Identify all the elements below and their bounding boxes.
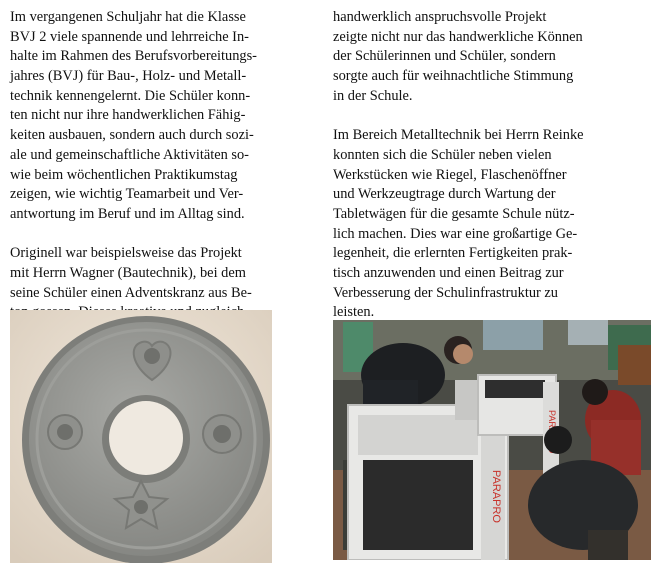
text-line: zeigen, wie wichtig Teamarbeit und Ver- <box>10 186 244 203</box>
text-line: sorgte auch für weihnachtliche Stimmung <box>333 68 574 85</box>
text-line: halte im Rahmen des Berufsvorbereitungs- <box>10 48 257 65</box>
text-line: der Schülerinnen und Schüler, sondern <box>333 48 556 65</box>
paragraph-metal-technology <box>333 126 651 323</box>
text-line: Originell war beispielsweise das Projekt <box>10 245 242 262</box>
tablet-cart-maintenance-photo <box>333 320 651 560</box>
paragraph-wreath-project-continued <box>333 8 651 106</box>
right-column <box>333 8 651 323</box>
left-column <box>10 8 292 323</box>
text-line: leisten. <box>333 304 375 321</box>
text-line: ale und gemeinschaftliche Aktivitäten so- <box>10 146 249 163</box>
text-line: zeigte nicht nur das handwerkliche Können <box>333 28 583 45</box>
text-line: ten nicht nur ihre handwerklichen Fähig- <box>10 107 246 124</box>
text-line: technik kennengelernt. Die Schüler konn- <box>10 87 251 104</box>
text-line: Im vergangenen Schuljahr hat die Klasse <box>10 9 246 25</box>
paragraph-gap <box>333 106 651 126</box>
text-line: Werkstücken wie Riegel, Flaschenöffner <box>333 166 567 183</box>
wreath-illustration <box>10 310 272 563</box>
text-line: seine Schüler einen Adventskranz aus Be- <box>10 284 252 301</box>
text-line: Verbesserung der Schulinfrastruktur zu <box>333 284 558 301</box>
paragraph-gap <box>10 225 292 245</box>
text-line: tisch anzuwenden und einen Beitrag zur <box>333 264 564 281</box>
text-line: und Werkzeugtrage durch Wartung der <box>333 186 556 203</box>
paragraph-intro <box>10 8 292 225</box>
text-line: Im Bereich Metalltechnik bei Herrn Reinke <box>333 127 584 144</box>
text-line: mit Herrn Wagner (Bautechnik), bei dem <box>10 264 246 281</box>
text-line: konnten sich die Schüler neben vielen <box>333 146 552 163</box>
text-line: handwerklich anspruchsvolle Projekt <box>333 9 547 25</box>
text-line: jahres (BVJ) für Bau-, Holz- und Metall- <box>10 68 247 85</box>
workshop-illustration <box>333 320 651 560</box>
text-line: legenheit, die erlernten Fertigkeiten prak- <box>333 245 573 262</box>
concrete-advent-wreath-photo <box>10 310 272 563</box>
text-line: wie beim wöchentlichen Praktikumstag <box>10 166 238 183</box>
text-line: in der Schule. <box>333 87 413 104</box>
text-line: Tabletwägen für die gesamte Schule nütz- <box>333 205 575 222</box>
text-line: keiten ausbauen, sondern auch durch sozi- <box>10 127 254 144</box>
cart-brand-label: PARAPRO <box>490 470 502 523</box>
text-line: lich machen. Dies war eine großartige Ge- <box>333 225 578 242</box>
text-line: antwortung im Beruf und im Alltag sind. <box>10 205 245 222</box>
text-line: BVJ 2 viele spannende und lehrreiche In- <box>10 28 249 45</box>
